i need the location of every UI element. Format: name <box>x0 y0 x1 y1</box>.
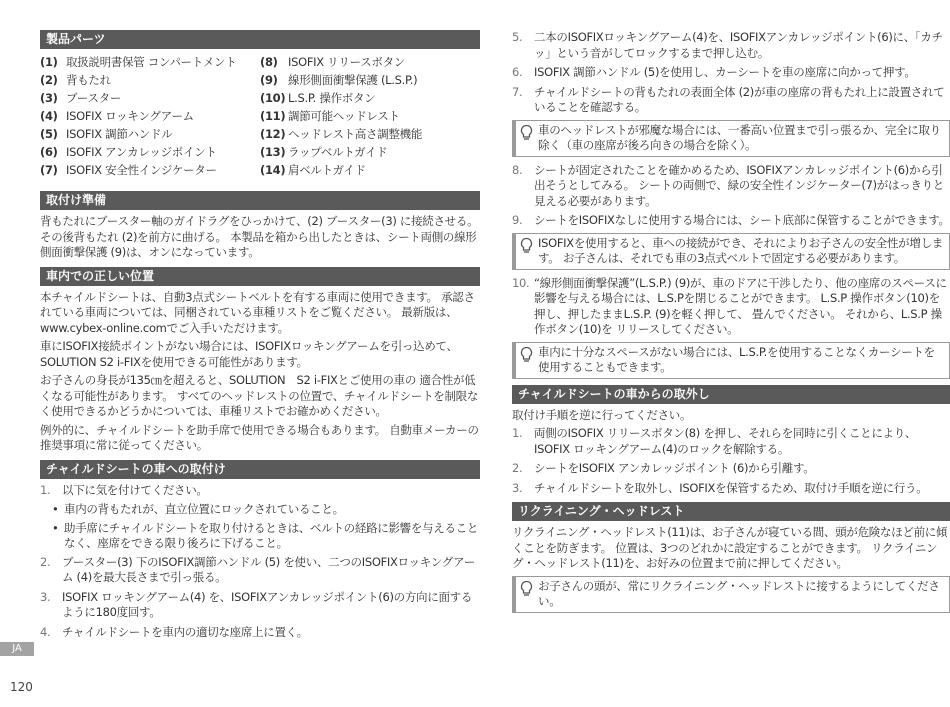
install-step: 1. 以下に気を付けてください。 <box>40 482 208 497</box>
removal-intro: 取付け手順を逆に行ってください。 <box>512 407 692 422</box>
install-step: 4. チャイルドシートを車内の適切な座席上に置く。 <box>40 624 308 639</box>
removal-step: 3. チャイルドシートを取外し、ISOFIXを保管するため、取付け手順を逆に行う。 <box>512 480 928 495</box>
part-item: (8) ISOFIX リリースボタン <box>260 55 406 69</box>
part-item: (1) 取扱説明書保管 コンパートメント <box>40 55 237 69</box>
install-steps <box>40 483 480 641</box>
tip-box <box>512 120 950 157</box>
tip-text: 車のヘッドレストが邪魔な場合には、一番高い位置まで引っ張るか、完全に取り除く（車の座席が後ろ向きの場合を除く）。 <box>538 122 941 152</box>
part-item: (3) ブースター <box>40 91 122 105</box>
install-step: 5. 二本のISOFIXロッキングアーム(4)を、ISOFIXアンカレッジポイント(6)に、「カチッ」という音がしてロックするまで押し込む。 <box>512 30 943 60</box>
part-item: (6) ISOFIX アンカレッジポイント <box>40 145 217 159</box>
position-paragraph-4: 例外的に、チャイルドシートを助手席で使用できる場合もあります。 自動車メーカーの推奨事項に常に従ってください。 <box>40 422 479 452</box>
lightbulb-icon <box>519 124 534 142</box>
install-step: 9. シートをISOFIXなしに使用する場合には、シート底部に保管することができます。 <box>512 213 950 227</box>
language-tab: JA <box>0 642 34 656</box>
position-paragraph-2: 車にISOFIX接続ポイントがない場合には、ISOFIXロッキングアームを引っ込めて、SOLUTION S2 i-FIXを使用できる可能性があります。 <box>40 339 458 369</box>
tip-box <box>512 342 950 379</box>
removal-step: 2. シートをISOFIX アンカレッジポイント (6)から引離す。 <box>512 461 815 475</box>
tip-text: お子さんの頭が、常にリクライニング・ヘッドレストに接するようにしてください。 <box>538 578 940 608</box>
removal-heading: チャイルドシートの車からの取外し <box>512 385 950 404</box>
right-column <box>512 30 950 619</box>
parts-list <box>40 53 480 179</box>
lightbulb-icon <box>519 346 534 364</box>
tip-text: 車内に十分なスペースがない場合には、L.S.P.を使用することなくカーシートを使用することもできます。 <box>538 344 935 374</box>
part-item: (9) 線形側面衝撃保護 (L.S.P.) <box>260 73 418 87</box>
part-item: (5) ISOFIX 調節ハンドル <box>40 127 173 141</box>
prep-heading: 取付け準備 <box>40 191 480 210</box>
install-step: 7. チャイルドシートの背もたれの表面全体 (2)が車の座席の背もたれ上に設置されていることを確認する。 <box>512 84 945 114</box>
position-heading: 車内での正しい位置 <box>40 267 480 286</box>
left-column <box>40 30 480 644</box>
part-item: (10) L.S.P. 操作ボタン <box>260 91 376 105</box>
part-item: (14) 肩ベルトガイド <box>260 163 366 177</box>
prep-text: 背もたれにブースター軸のガイドラグをひっかけて、(2) ブースター(3) に接続させる。 その後背もたれ (2)を前方に曲げる。 本製品を箱から出したときは、シート両側の線形側面衝撃保護 (9)は、オンになっています。 <box>40 214 479 259</box>
tip-box <box>512 576 950 613</box>
install-heading: チャイルドシートの車への取付け <box>40 460 480 479</box>
part-item: (2) 背もたれ <box>40 73 111 87</box>
part-item: (7) ISOFIX 安全性インジケーター <box>40 163 217 177</box>
install-step: 10. “線形側面衝撃保護”(L.S.P.) (9)が、車のドアに干渉したり、他の座席のスペースに影響を与える場合には、L.S.Pを閉じることができます。 L.S.P 操作ボタン(10)を押し、押したままL.S.P. (9)を軽く押して、 畳んでください。 それから、L.S.P 操作ボタン(10)を リリースしてください。 <box>512 275 947 336</box>
part-item: (4) ISOFIX ロッキングアーム <box>40 109 194 123</box>
parts-heading: 製品パーツ <box>40 30 480 49</box>
part-item: (13) ラップベルトガイド <box>260 145 388 159</box>
tip-box <box>512 233 950 270</box>
position-paragraph-3: お子さんの身長が135㎝を超えると、SOLUTION S2 i-FIXとご使用の車の 適合性が低くなる可能性があります。 すべてのヘッドレストの位置で、チャイルドシートを制限なく使用できるかどうかについては、車種リストでお確かめください。 <box>40 373 479 418</box>
page-number: 120 <box>10 680 33 694</box>
tip-text: ISOFIXを使用すると、車への接続ができ、それによりお子さんの安全性が増します。 お子さんは、それでも車の3点式ベルトで固定する必要があります。 <box>538 235 943 265</box>
part-item: (11) 調節可能ヘッドレスト <box>260 109 400 123</box>
install-step: 8. シートが固定されたことを確かめるため、ISOFIXアンカレッジポイント(6)から引出そうとしてみる。 シートの両側で、緑の安全性インジケーター(7)がはっきりと見える必要があります。 <box>512 162 944 208</box>
install-step: 2. ブースター(3) 下のISOFIX調節ハンドル (5) を使い、二つのISOFIXロッキングアーム (4)を最大長さまで引っ張る。 <box>40 554 476 584</box>
lightbulb-icon <box>519 580 534 598</box>
removal-step: 1. 両側のISOFIX リリースボタン(8) を押し、それらを同時に引くことにより、ISOFIX ロッキングアーム(4)のロックを解除する。 <box>512 426 917 456</box>
install-step: 6. ISOFIX 調節ハンドル (5)を使用し、カーシートを車の座席に向かって押す。 <box>512 65 916 79</box>
install-bullet: • 助手席にチャイルドシートを取り付けるときは、ベルトの経路に影響を与えることなく、座席をできる限り後ろに下げること。 <box>52 520 479 550</box>
lightbulb-icon <box>519 237 534 255</box>
headrest-heading: リクライニング・ヘッドレスト <box>512 502 950 521</box>
headrest-text: リクライニング・ヘッドレスト(11)は、お子さんが寝ている間、頭が危険なほど前に傾くことを防ぎます。 位置は、3つのどれかに設定することができます。 リクライニング・ヘッドレスト(11)を、お好みの位置まで前に押してください。 <box>512 525 948 570</box>
part-item: (12) ヘッドレスト高さ調整機能 <box>260 127 423 141</box>
install-bullet: • 車内の背もたれが、直立位置にロックされていること。 <box>52 502 344 516</box>
position-paragraph-1: 本チャイルドシートは、自動3点式シートベルトを有する車両に使用できます。 承認されている車両については、同梱されている車種リストをご覧ください。 最新版は、www.cybex-online.comでご入手いただけます。 <box>40 289 475 335</box>
install-step: 3. ISOFIX ロッキングアーム(4) を、ISOFIXアンカレッジポイント(6)の方向に面するように180度回す。 <box>40 589 473 619</box>
